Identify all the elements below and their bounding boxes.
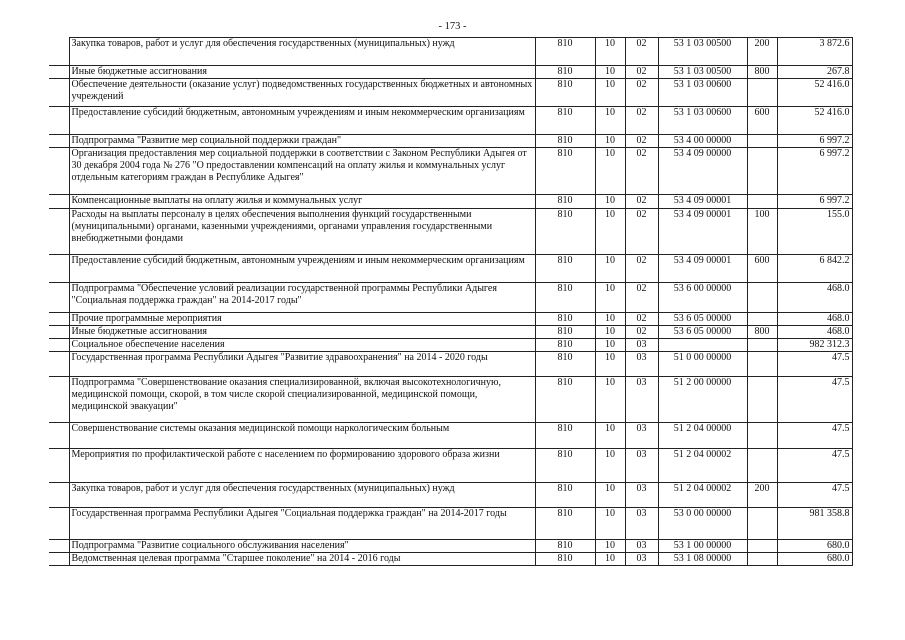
row-vr	[747, 283, 777, 313]
row-name: Подпрограмма "Совершенствование оказания специализированной, включая высокотехнологичную, медицинской помощи, скорой, в том числе скорой специализированной, медицинской помощи, медицинской эвакуации"	[69, 377, 535, 423]
row-sum: 981 358.8	[777, 508, 852, 540]
row-margin	[49, 38, 69, 66]
row-ved: 810	[535, 423, 595, 449]
table-row	[49, 313, 852, 326]
row-name: Иные бюджетные ассигнования	[69, 326, 535, 339]
row-rz: 10	[595, 339, 625, 352]
row-csr: 53 4 09 00001	[658, 209, 747, 255]
row-margin	[49, 339, 69, 352]
row-rz: 10	[595, 553, 625, 566]
page-number: - 173 -	[438, 21, 467, 32]
row-rz: 10	[595, 79, 625, 107]
row-name: Предоставление субсидий бюджетным, автономным учреждениям и иным некоммерческим организациям	[69, 107, 535, 135]
table-row	[49, 540, 852, 553]
row-vr: 100	[747, 209, 777, 255]
row-ved: 810	[535, 209, 595, 255]
row-sum: 982 312.3	[777, 339, 852, 352]
row-vr: 800	[747, 66, 777, 79]
table-row	[49, 423, 852, 449]
table-row	[49, 255, 852, 283]
table-row	[49, 352, 852, 377]
row-csr: 53 6 00 00000	[658, 283, 747, 313]
row-rz: 10	[595, 377, 625, 423]
row-ved: 810	[535, 483, 595, 508]
row-vr	[747, 553, 777, 566]
row-name: Мероприятия по профилактической работе с населением по формированию здорового образа жизни	[69, 449, 535, 483]
table-row	[49, 508, 852, 540]
table-row	[49, 38, 852, 66]
row-sum: 468.0	[777, 326, 852, 339]
row-csr	[658, 339, 747, 352]
row-ved: 810	[535, 508, 595, 540]
row-pr: 02	[625, 255, 658, 283]
row-ved: 810	[535, 148, 595, 195]
row-pr: 03	[625, 352, 658, 377]
row-vr	[747, 423, 777, 449]
row-margin	[49, 79, 69, 107]
row-ved: 810	[535, 283, 595, 313]
row-name: Иные бюджетные ассигнования	[69, 66, 535, 79]
row-ved: 810	[535, 38, 595, 66]
row-pr: 03	[625, 339, 658, 352]
row-rz: 10	[595, 255, 625, 283]
row-margin	[49, 377, 69, 423]
table-row	[49, 66, 852, 79]
row-ved: 810	[535, 352, 595, 377]
table-row	[49, 79, 852, 107]
table-row	[49, 326, 852, 339]
row-name: Государственная программа Республики Адыгея "Развитие здравоохранения" на 2014 - 2020 годы	[69, 352, 535, 377]
row-csr: 53 1 03 00600	[658, 107, 747, 135]
row-name: Расходы на выплаты персоналу в целях обеспечения выполнения функций государственными (муниципальными) органами, казенными учреждениями, органами управления государственными внебюджетными фондами	[69, 209, 535, 255]
row-rz: 10	[595, 540, 625, 553]
row-ved: 810	[535, 255, 595, 283]
row-vr: 800	[747, 326, 777, 339]
row-margin	[49, 283, 69, 313]
row-ved: 810	[535, 79, 595, 107]
row-name: Закупка товаров, работ и услуг для обеспечения государственных (муниципальных) нужд	[69, 38, 535, 66]
row-vr	[747, 313, 777, 326]
row-sum: 6 997.2	[777, 148, 852, 195]
row-vr: 600	[747, 107, 777, 135]
row-csr: 51 2 04 00000	[658, 423, 747, 449]
row-name: Государственная программа Республики Адыгея "Социальная поддержка граждан" на 2014-2017 годы	[69, 508, 535, 540]
row-csr: 51 2 00 00000	[658, 377, 747, 423]
table-row	[49, 195, 852, 209]
row-csr: 51 2 04 00002	[658, 449, 747, 483]
row-pr: 03	[625, 553, 658, 566]
row-margin	[49, 449, 69, 483]
row-rz: 10	[595, 283, 625, 313]
row-rz: 10	[595, 107, 625, 135]
row-ved: 810	[535, 339, 595, 352]
row-rz: 10	[595, 483, 625, 508]
row-ved: 810	[535, 449, 595, 483]
row-name: Обеспечение деятельности (оказание услуг) подведомственных государственных бюджетных и автономных учреждений	[69, 79, 535, 107]
row-margin	[49, 313, 69, 326]
row-pr: 03	[625, 423, 658, 449]
row-vr	[747, 352, 777, 377]
row-ved: 810	[535, 66, 595, 79]
row-margin	[49, 352, 69, 377]
row-name: Социальное обеспечение населения	[69, 339, 535, 352]
row-ved: 810	[535, 377, 595, 423]
row-csr: 53 4 09 00001	[658, 255, 747, 283]
row-sum: 155.0	[777, 209, 852, 255]
row-name: Подпрограмма "Обеспечение условий реализации государственной программы Республики Адыгея "Социальная поддержка граждан" на 2014-2017 годы"	[69, 283, 535, 313]
row-sum: 47.5	[777, 449, 852, 483]
row-sum: 267.8	[777, 66, 852, 79]
table-row	[49, 449, 852, 483]
row-rz: 10	[595, 148, 625, 195]
row-margin	[49, 107, 69, 135]
row-rz: 10	[595, 66, 625, 79]
row-rz: 10	[595, 326, 625, 339]
row-vr	[747, 449, 777, 483]
row-vr	[747, 540, 777, 553]
row-pr: 02	[625, 79, 658, 107]
table-row	[49, 483, 852, 508]
row-rz: 10	[595, 508, 625, 540]
table-row	[49, 283, 852, 313]
row-sum: 47.5	[777, 423, 852, 449]
row-ved: 810	[535, 553, 595, 566]
row-pr: 02	[625, 66, 658, 79]
table-row	[49, 553, 852, 566]
row-name: Подпрограмма "Развитие социального обслуживания населения"	[69, 540, 535, 553]
row-sum: 47.5	[777, 377, 852, 423]
row-sum: 47.5	[777, 483, 852, 508]
row-pr: 02	[625, 313, 658, 326]
row-rz: 10	[595, 313, 625, 326]
row-pr: 03	[625, 449, 658, 483]
row-margin	[49, 508, 69, 540]
row-sum: 47.5	[777, 352, 852, 377]
row-margin	[49, 326, 69, 339]
row-csr: 51 2 04 00002	[658, 483, 747, 508]
row-pr: 02	[625, 283, 658, 313]
row-rz: 10	[595, 195, 625, 209]
row-margin	[49, 540, 69, 553]
row-vr: 600	[747, 255, 777, 283]
row-vr	[747, 377, 777, 423]
row-pr: 02	[625, 38, 658, 66]
row-name: Прочие программные мероприятия	[69, 313, 535, 326]
row-rz: 10	[595, 135, 625, 148]
row-ved: 810	[535, 195, 595, 209]
row-pr: 03	[625, 508, 658, 540]
row-pr: 02	[625, 195, 658, 209]
table-row	[49, 377, 852, 423]
row-csr: 53 4 09 00001	[658, 195, 747, 209]
row-sum: 680.0	[777, 540, 852, 553]
row-rz: 10	[595, 209, 625, 255]
row-name: Компенсационные выплаты на оплату жилья и коммунальных услуг	[69, 195, 535, 209]
row-csr: 53 6 05 00000	[658, 326, 747, 339]
table-row	[49, 209, 852, 255]
row-csr: 53 4 09 00000	[658, 148, 747, 195]
table-row	[49, 148, 852, 195]
row-margin	[49, 148, 69, 195]
row-csr: 51 0 00 00000	[658, 352, 747, 377]
row-pr: 02	[625, 107, 658, 135]
row-csr: 53 1 03 00500	[658, 66, 747, 79]
table-body	[49, 38, 852, 566]
row-vr	[747, 508, 777, 540]
row-csr: 53 0 00 00000	[658, 508, 747, 540]
row-sum: 6 842.2	[777, 255, 852, 283]
row-margin	[49, 195, 69, 209]
row-margin	[49, 209, 69, 255]
row-vr	[747, 339, 777, 352]
row-rz: 10	[595, 352, 625, 377]
row-sum: 468.0	[777, 283, 852, 313]
row-ved: 810	[535, 107, 595, 135]
budget-table	[49, 37, 853, 566]
row-pr: 02	[625, 326, 658, 339]
row-vr: 200	[747, 38, 777, 66]
row-pr: 03	[625, 540, 658, 553]
row-vr	[747, 79, 777, 107]
row-csr: 53 1 03 00500	[658, 38, 747, 66]
row-name: Ведомственная целевая программа "Старшее поколение" на 2014 - 2016 годы	[69, 553, 535, 566]
row-vr	[747, 148, 777, 195]
row-margin	[49, 255, 69, 283]
row-vr	[747, 195, 777, 209]
row-csr: 53 1 00 00000	[658, 540, 747, 553]
row-rz: 10	[595, 423, 625, 449]
row-csr: 53 6 05 00000	[658, 313, 747, 326]
row-margin	[49, 135, 69, 148]
row-csr: 53 1 08 00000	[658, 553, 747, 566]
row-margin	[49, 553, 69, 566]
row-pr: 03	[625, 483, 658, 508]
row-name: Подпрограмма "Развитие мер социальной поддержки граждан"	[69, 135, 535, 148]
table-row	[49, 339, 852, 352]
row-rz: 10	[595, 449, 625, 483]
row-name: Организация предоставления мер социальной поддержки в соответствии с Законом Республики Адыгея от 30 декабря 2004 года № 276 "О предоставлении компенсаций на оплату жилья и коммунальных услуг отдельным категориям граждан в Республике Адыгея"	[69, 148, 535, 195]
row-ved: 810	[535, 313, 595, 326]
row-pr: 02	[625, 135, 658, 148]
row-rz: 10	[595, 38, 625, 66]
row-sum: 52 416.0	[777, 79, 852, 107]
row-pr: 03	[625, 377, 658, 423]
row-margin	[49, 66, 69, 79]
row-sum: 6 997.2	[777, 135, 852, 148]
row-csr: 53 4 00 00000	[658, 135, 747, 148]
row-vr	[747, 135, 777, 148]
row-ved: 810	[535, 326, 595, 339]
row-pr: 02	[625, 209, 658, 255]
row-ved: 810	[535, 135, 595, 148]
row-pr: 02	[625, 148, 658, 195]
row-csr: 53 1 03 00600	[658, 79, 747, 107]
row-ved: 810	[535, 540, 595, 553]
row-margin	[49, 423, 69, 449]
row-sum: 6 997.2	[777, 195, 852, 209]
row-name: Предоставление субсидий бюджетным, автономным учреждениям и иным некоммерческим организациям	[69, 255, 535, 283]
row-sum: 52 416.0	[777, 107, 852, 135]
row-vr: 200	[747, 483, 777, 508]
row-sum: 3 872.6	[777, 38, 852, 66]
table-row	[49, 135, 852, 148]
row-sum: 468.0	[777, 313, 852, 326]
row-margin	[49, 483, 69, 508]
row-name: Совершенствование системы оказания медицинской помощи наркологическим больным	[69, 423, 535, 449]
row-sum: 680.0	[777, 553, 852, 566]
row-name: Закупка товаров, работ и услуг для обеспечения государственных (муниципальных) нужд	[69, 483, 535, 508]
table-row	[49, 107, 852, 135]
